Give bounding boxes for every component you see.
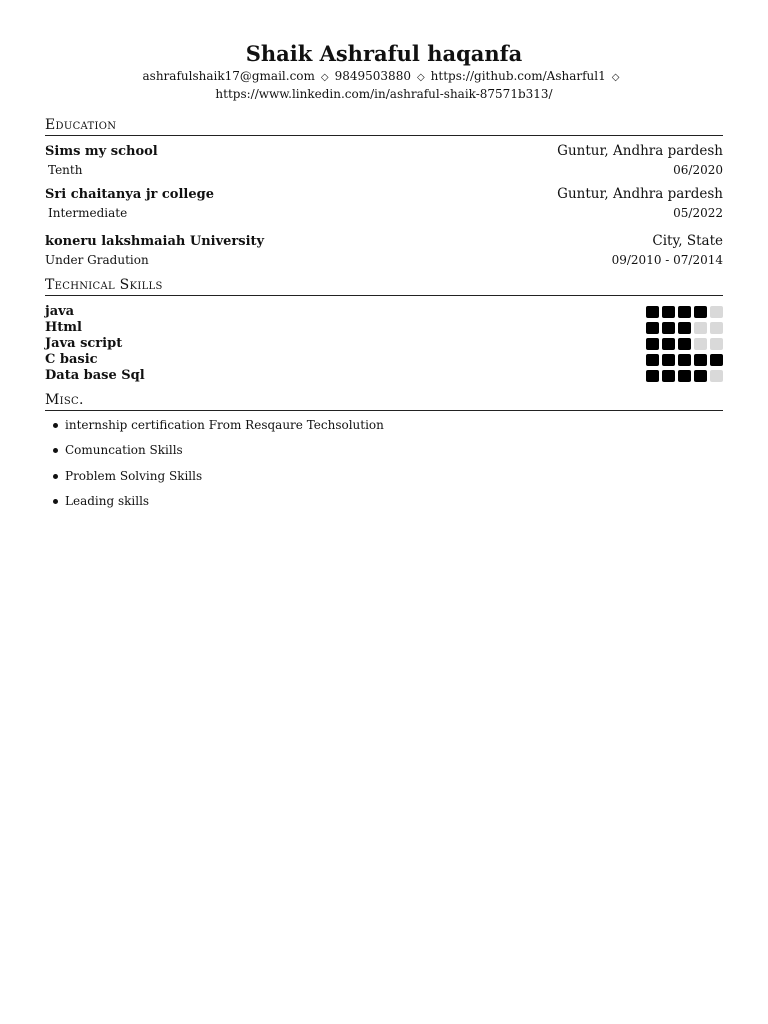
- skill-level-empty-icon: [710, 322, 723, 334]
- skill-level-filled-icon: [694, 354, 707, 366]
- skill-level-filled-icon: [678, 322, 691, 334]
- education-section: [45, 116, 723, 136]
- skill-level-filled-icon: [646, 322, 659, 334]
- skill-level-filled-icon: [694, 370, 707, 382]
- skill-level-filled-icon: [662, 322, 675, 334]
- skill-level-filled-icon: [646, 354, 659, 366]
- degree-name: Intermediate: [48, 206, 128, 220]
- separator-icon: ◇: [611, 72, 620, 83]
- institution-name: Sri chaitanya jr college: [45, 187, 214, 202]
- misc-item-text: Comuncation Skills: [65, 443, 183, 457]
- education-heading: Education: [45, 116, 723, 136]
- skill-row: [45, 336, 723, 352]
- misc-item-text: Problem Solving Skills: [65, 469, 203, 483]
- skill-level-indicator: [646, 354, 723, 366]
- misc-list-item: [65, 417, 384, 433]
- skill-level-filled-icon: [646, 306, 659, 318]
- skill-level-filled-icon: [662, 354, 675, 366]
- skill-row: [45, 304, 723, 320]
- education-date: 06/2020: [673, 163, 723, 177]
- skill-level-filled-icon: [678, 306, 691, 318]
- skill-level-filled-icon: [678, 370, 691, 382]
- bullet-icon: [53, 448, 58, 453]
- degree-name: Tenth: [48, 163, 83, 177]
- education-entry: [45, 185, 723, 222]
- education-date: 09/2010 - 07/2014: [611, 253, 723, 267]
- institution-name: koneru lakshmaiah University: [45, 234, 265, 249]
- skill-level-empty-icon: [710, 370, 723, 382]
- misc-section: [45, 391, 723, 411]
- skill-level-indicator: [646, 338, 723, 350]
- bullet-icon: [53, 423, 58, 428]
- phone-number: 9849503880: [334, 69, 411, 83]
- skill-level-indicator: [646, 306, 723, 318]
- skill-name: C basic: [45, 352, 98, 367]
- skills-section: [45, 276, 723, 296]
- misc-item-text: Leading skills: [65, 494, 150, 508]
- separator-icon: ◇: [320, 72, 329, 83]
- institution-location: Guntur, Andhra pardesh: [557, 143, 723, 159]
- skill-name: Html: [45, 320, 82, 335]
- linkedin-link[interactable]: https://www.linkedin.com/in/ashraful-shaik-87571b313/: [215, 87, 553, 101]
- skill-level-filled-icon: [678, 338, 691, 350]
- misc-list-item: [65, 468, 202, 484]
- skill-level-empty-icon: [710, 338, 723, 350]
- skill-level-filled-icon: [662, 306, 675, 318]
- skill-level-filled-icon: [662, 370, 675, 382]
- skill-row: [45, 320, 723, 336]
- skill-level-filled-icon: [646, 338, 659, 350]
- misc-list-item: [65, 442, 183, 458]
- skill-row: [45, 368, 723, 384]
- skill-level-empty-icon: [710, 306, 723, 318]
- skill-level-indicator: [646, 370, 723, 382]
- skill-name: java: [45, 304, 75, 319]
- contact-line-2: [45, 86, 723, 103]
- skill-level-filled-icon: [694, 306, 707, 318]
- misc-list-item: [65, 493, 149, 509]
- skill-level-filled-icon: [710, 354, 723, 366]
- misc-heading: Misc.: [45, 391, 723, 411]
- institution-name: Sims my school: [45, 144, 158, 159]
- skills-heading: Technical Skills: [45, 276, 723, 296]
- bullet-icon: [53, 499, 58, 504]
- institution-location: City, State: [652, 233, 723, 249]
- contact-line: [45, 68, 723, 86]
- candidate-name: Shaik Ashraful haqanfa: [245, 41, 523, 66]
- skill-level-empty-icon: [694, 322, 707, 334]
- skill-row: [45, 352, 723, 368]
- github-link[interactable]: https://github.com/Asharful1: [430, 69, 606, 83]
- skill-level-empty-icon: [694, 338, 707, 350]
- separator-icon: ◇: [416, 72, 425, 83]
- education-entry: [45, 142, 723, 179]
- skill-name: Java script: [45, 336, 123, 351]
- degree-name: Under Gradution: [45, 253, 149, 267]
- skill-name: Data base Sql: [45, 368, 145, 383]
- email-link[interactable]: ashrafulshaik17@gmail.com: [142, 69, 315, 83]
- skill-level-filled-icon: [678, 354, 691, 366]
- education-entry: [45, 232, 723, 269]
- skill-level-filled-icon: [646, 370, 659, 382]
- skill-level-indicator: [646, 322, 723, 334]
- education-date: 05/2022: [673, 206, 723, 220]
- institution-location: Guntur, Andhra pardesh: [557, 186, 723, 202]
- skill-level-filled-icon: [662, 338, 675, 350]
- resume-page: [45, 40, 723, 508]
- misc-item-text: internship certification From Resqaure Techsolution: [65, 418, 384, 432]
- bullet-icon: [53, 474, 58, 479]
